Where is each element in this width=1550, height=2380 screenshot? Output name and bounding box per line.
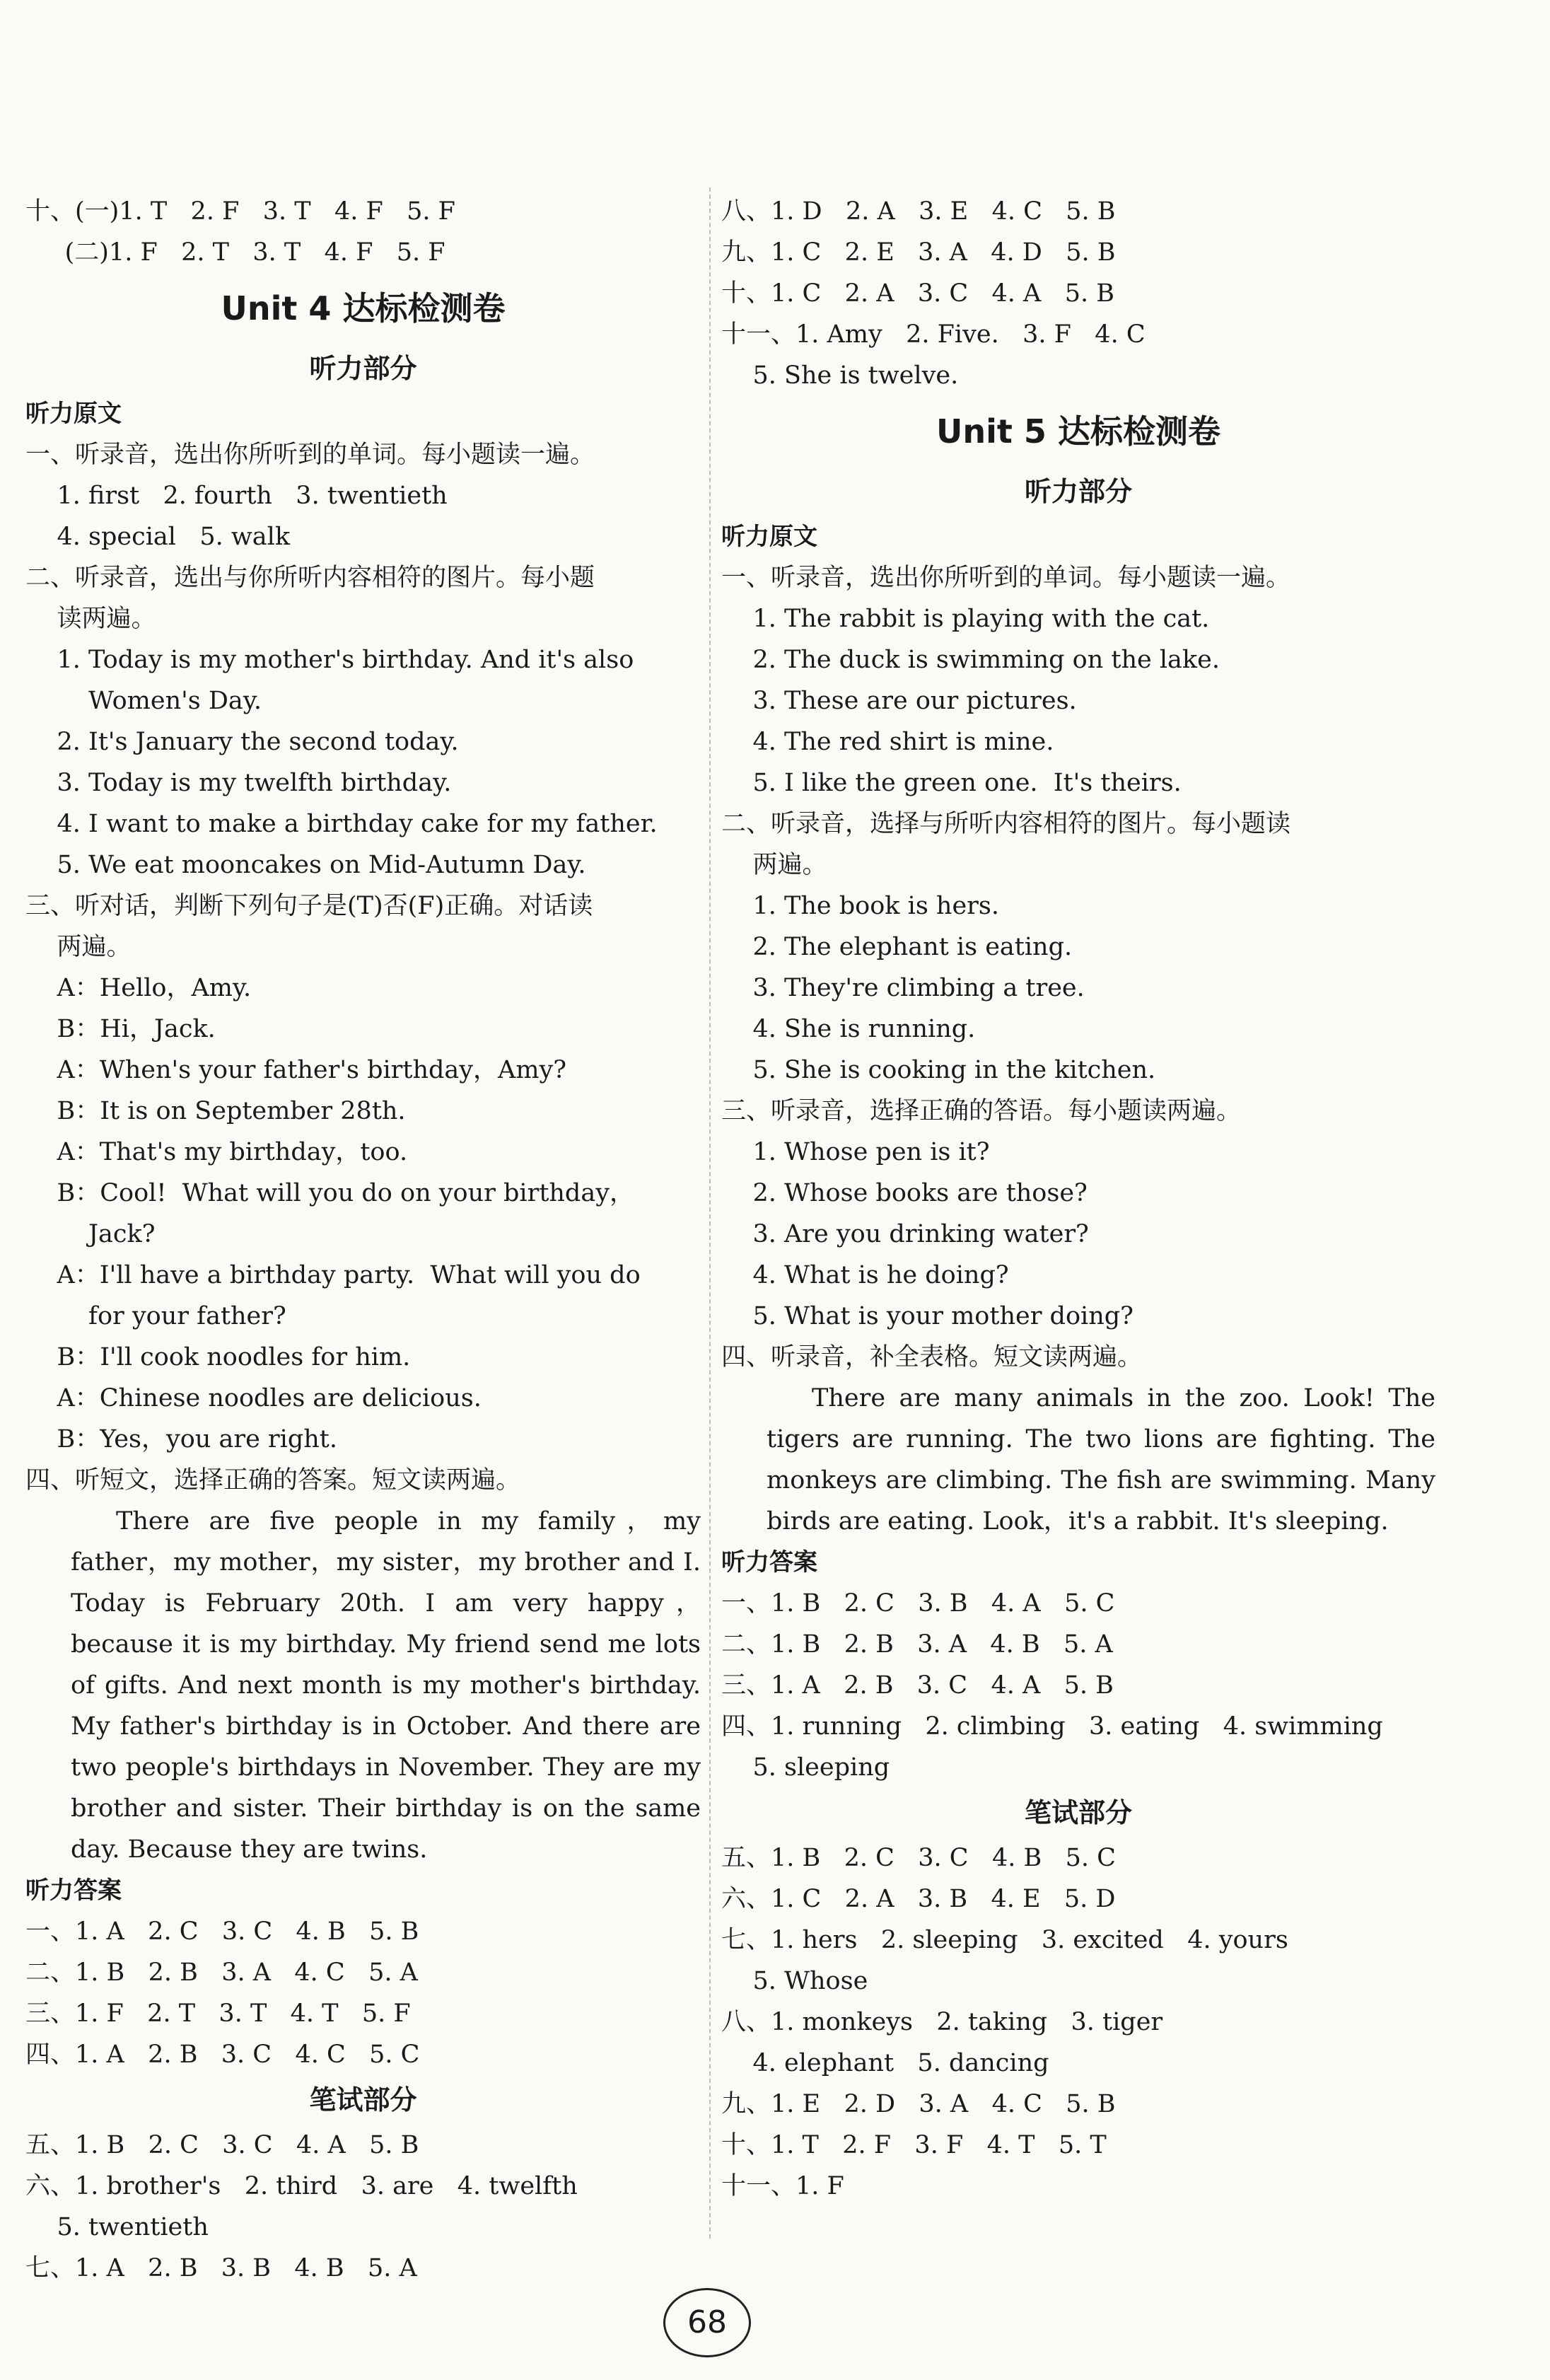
- script-line: 5. I like the green one. It's theirs.: [721, 769, 1182, 797]
- script-line: 4. I want to make a birthday cake for my father.: [25, 810, 658, 838]
- script-line: 4. special 5. walk: [25, 523, 291, 551]
- unit4-script-label: 听力原文: [25, 400, 122, 428]
- script-line: 四、听录音，补全表格。短文读两遍。: [721, 1343, 1143, 1371]
- script-line: B：Cool! What will you do on your birthday，: [25, 1179, 634, 1207]
- script-line: 1. Today is my mother's birthday. And it's also: [25, 646, 634, 674]
- script-line: B：I'll cook noodles for him.: [25, 1343, 411, 1371]
- unit4-answer-label: 听力答案: [25, 1876, 122, 1905]
- answer-line: 十、1. C 2. A 3. C 4. A 5. B: [721, 279, 1114, 308]
- script-line: 5. We eat mooncakes on Mid-Autumn Day.: [25, 851, 586, 879]
- answer-line: 一、1. A 2. C 3. C 4. B 5. B: [25, 1917, 419, 1946]
- unit5-script-label: 听力原文: [721, 523, 817, 551]
- column-divider: [709, 187, 711, 2239]
- answer-line: 三、1. A 2. B 3. C 4. A 5. B: [721, 1671, 1114, 1700]
- unit4-written-heading: 笔试部分: [309, 2084, 417, 2115]
- right-column: [721, 191, 1435, 2207]
- answer-line: 八、1. monkeys 2. taking 3. tiger: [721, 2008, 1163, 2036]
- answer-line: 5. sleeping: [721, 1753, 890, 1782]
- passage-text: There are five people in my family，my father，my mother，my sister，my brother and I. Today is February 20th. I am very happy，because it is my birthday. My friend send me lots of gifts. And next month is my mother's birthday. My father's birthday is in October. And there are two people's birthdays in November. They are my brother and sister. Their birthday is on the same day. Because they are twins.: [71, 1507, 701, 1864]
- answer-line: 4. elephant 5. dancing: [721, 2049, 1049, 2077]
- answer-line: 5. She is twelve.: [721, 361, 959, 390]
- script-line: 2. The duck is swimming on the lake.: [721, 646, 1220, 674]
- script-line: 1. The rabbit is playing with the cat.: [721, 605, 1210, 633]
- unit5-written-answers: [721, 1838, 1435, 2207]
- answer-line: 七、1. A 2. B 3. B 4. B 5. A: [25, 2254, 417, 2282]
- answer-line: 十一、1. F: [721, 2172, 844, 2200]
- script-line: 2. The elephant is eating.: [721, 933, 1073, 961]
- right-top-answers: [721, 191, 1435, 396]
- script-line: 2. It's January the second today.: [25, 728, 459, 756]
- answer-line: 四、1. A 2. B 3. C 4. C 5. C: [25, 2041, 420, 2069]
- script-line: 三、听对话，判断下列句子是(T)否(F)正确。对话读: [25, 892, 593, 920]
- passage-text: There are many animals in the zoo. Look! The tigers are running. The two lions are fighting. The monkeys are climbing. The fish are swimming. Many birds are eating. Look，it's a rabbit. It's sleeping.: [767, 1384, 1435, 1536]
- script-line: 3. They're climbing a tree.: [721, 974, 1085, 1002]
- script-line: 2. Whose books are those?: [721, 1179, 1088, 1207]
- unit4-title: Unit 4 达标检测卷: [221, 289, 506, 327]
- answer-line: 五、1. B 2. C 3. C 4. B 5. C: [721, 1844, 1116, 1872]
- script-line: 5. She is cooking in the kitchen.: [721, 1056, 1156, 1084]
- unit5-title: Unit 5 达标检测卷: [936, 412, 1220, 451]
- script-line: 5. What is your mother doing?: [721, 1302, 1134, 1330]
- script-line: Women's Day.: [25, 687, 262, 715]
- unit5-script: [721, 557, 1435, 1378]
- unit4-script: [25, 434, 701, 1501]
- script-line: 三、听录音，选择正确的答语。每小题读两遍。: [721, 1097, 1242, 1125]
- script-line: A：When's your father's birthday，Amy?: [25, 1056, 567, 1084]
- unit5-listening-heading: 听力部分: [1024, 476, 1132, 507]
- script-line: 两遍。: [721, 851, 827, 879]
- answer-line: 九、1. C 2. E 3. A 4. D 5. B: [721, 238, 1116, 267]
- answer-line: 5. Whose: [721, 1967, 868, 1995]
- script-line: B：Yes，you are right.: [25, 1425, 337, 1453]
- script-line: for your father?: [25, 1302, 286, 1330]
- script-line: 读两遍。: [25, 605, 156, 633]
- answer-line: 八、1. D 2. A 3. E 4. C 5. B: [721, 197, 1116, 226]
- script-line: 一、听录音，选出你所听到的单词。每小题读一遍。: [721, 564, 1291, 592]
- script-line: 1. Whose pen is it?: [721, 1138, 990, 1166]
- answer-line: 九、1. E 2. D 3. A 4. C 5. B: [721, 2090, 1116, 2118]
- script-line: A：Hello，Amy.: [25, 974, 252, 1002]
- answer-line: 一、1. B 2. C 3. B 4. A 5. C: [721, 1589, 1115, 1618]
- unit5-answer-label: 听力答案: [721, 1548, 817, 1577]
- unit4-listening-heading: 听力部分: [309, 353, 417, 384]
- unit5-passage: [721, 1378, 1435, 1542]
- script-line: A：I'll have a birthday party. What will you do: [25, 1261, 641, 1289]
- unit4-written-answers: [25, 2125, 701, 2289]
- script-line: 四、听短文，选择正确的答案。短文读两遍。: [25, 1466, 521, 1494]
- answer-line: (二)1. F 2. T 3. T 4. F 5. F: [25, 238, 445, 267]
- script-line: 一、听录音，选出你所听到的单词。每小题读一遍。: [25, 441, 595, 469]
- answer-line: 四、1. running 2. climbing 3. eating 4. swimming: [721, 1712, 1383, 1741]
- answer-line: 六、1. brother's 2. third 3. are 4. twelfth: [25, 2172, 578, 2200]
- answer-line: 六、1. C 2. A 3. B 4. E 5. D: [721, 1885, 1116, 1913]
- left-column: [25, 191, 701, 2289]
- answer-line: 二、1. B 2. B 3. A 4. C 5. A: [25, 1958, 418, 1987]
- unit5-answers: [721, 1583, 1435, 1788]
- left-top-answers: [25, 191, 701, 273]
- script-line: A：That's my birthday，too.: [25, 1138, 408, 1166]
- script-line: 4. She is running.: [721, 1015, 976, 1043]
- script-line: B：It is on September 28th.: [25, 1097, 406, 1125]
- script-line: 二、听录音，选出与你所听内容相符的图片。每小题: [25, 564, 595, 592]
- script-line: A：Chinese noodles are delicious.: [25, 1384, 482, 1412]
- answer-line: 三、1. F 2. T 3. T 4. T 5. F: [25, 1999, 411, 2028]
- script-line: 3. Today is my twelfth birthday.: [25, 769, 452, 797]
- answer-line: 二、1. B 2. B 3. A 4. B 5. A: [721, 1630, 1113, 1659]
- script-line: Jack?: [25, 1220, 156, 1248]
- answer-line: 十、1. T 2. F 3. F 4. T 5. T: [721, 2131, 1107, 2159]
- unit4-passage: [25, 1501, 701, 1870]
- script-line: 1. The book is hers.: [721, 892, 999, 920]
- script-line: 3. These are our pictures.: [721, 687, 1077, 715]
- script-line: 4. The red shirt is mine.: [721, 728, 1054, 756]
- page-number: 68: [663, 2288, 751, 2357]
- answer-line: 七、1. hers 2. sleeping 3. excited 4. yours: [721, 1926, 1288, 1954]
- script-line: B：Hi，Jack.: [25, 1015, 216, 1043]
- answer-line: 5. twentieth: [25, 2213, 209, 2241]
- script-line: 二、听录音，选择与所听内容相符的图片。每小题读: [721, 810, 1291, 838]
- script-line: 1. first 2. fourth 3. twentieth: [25, 482, 448, 510]
- unit4-answers: [25, 1911, 701, 2075]
- script-line: 两遍。: [25, 933, 132, 961]
- answer-line: 十、(一)1. T 2. F 3. T 4. F 5. F: [25, 197, 455, 226]
- unit5-written-heading: 笔试部分: [1024, 1797, 1132, 1828]
- answer-line: 十一、1. Amy 2. Five. 3. F 4. C: [721, 320, 1146, 349]
- script-line: 4. What is he doing?: [721, 1261, 1009, 1289]
- script-line: 3. Are you drinking water?: [721, 1220, 1089, 1248]
- answer-line: 五、1. B 2. C 3. C 4. A 5. B: [25, 2131, 419, 2159]
